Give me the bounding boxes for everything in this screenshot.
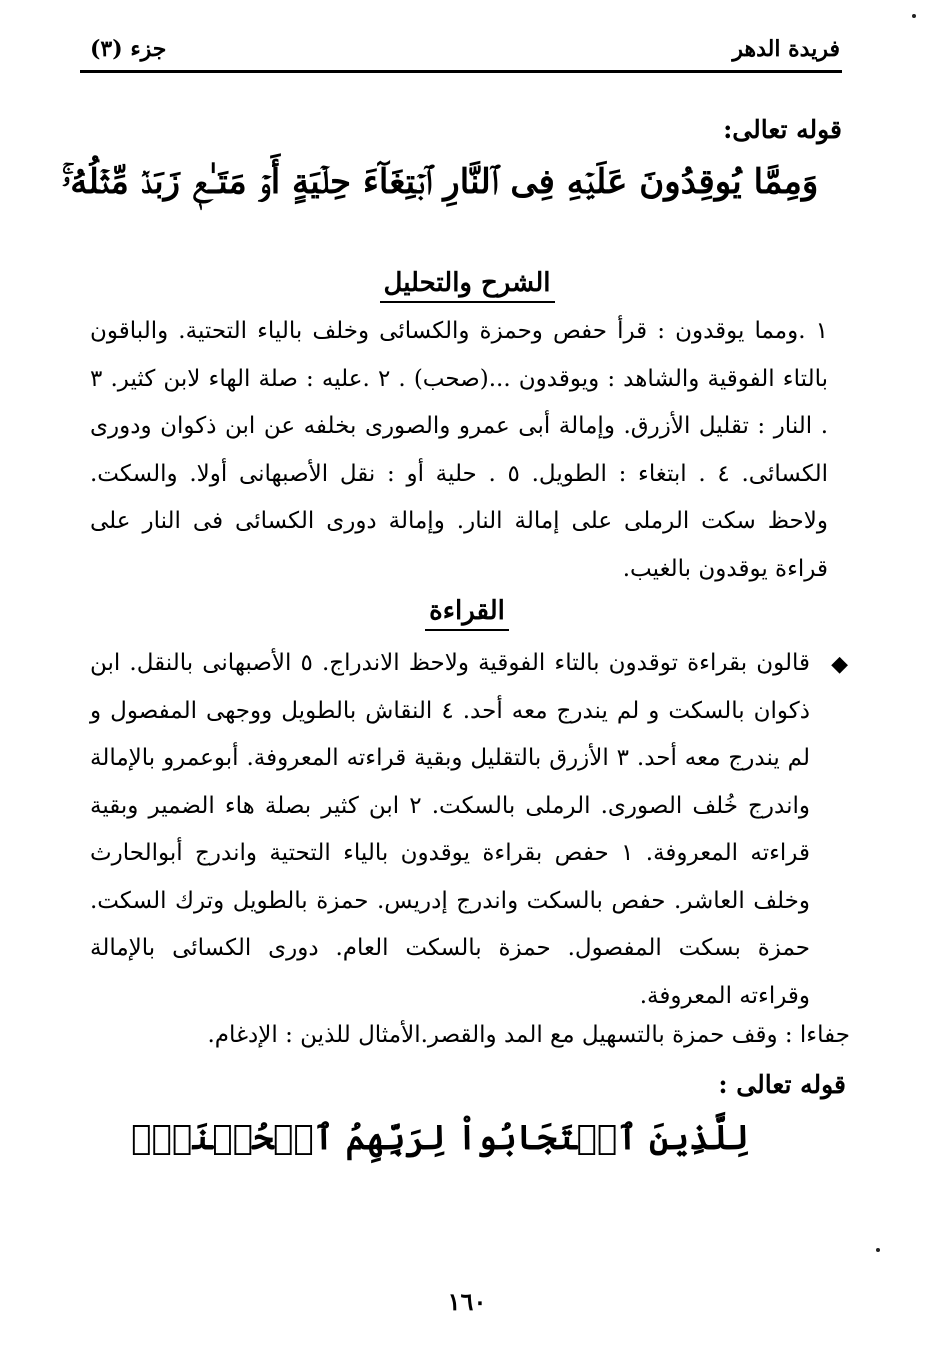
diamond-bullet-icon: ◆ bbox=[831, 652, 848, 677]
volume-label: جزء (٣) bbox=[90, 36, 167, 62]
reading-title bbox=[0, 596, 934, 626]
verse-intro-2: قوله تعالى : bbox=[718, 1070, 846, 1099]
reading-title-text: القراءة bbox=[425, 596, 509, 631]
explanation-title-text: الشرح والتحليل bbox=[380, 268, 555, 303]
scan-speck bbox=[912, 14, 916, 18]
quran-verse-2: لِلَّذِينَ ٱسۡتَجَابُواْ لِرَبِّهِمُ ٱلۡحُسۡنَىٰۚ bbox=[131, 1118, 749, 1158]
verse-intro-1: قوله تعالى: bbox=[723, 115, 842, 144]
running-header bbox=[80, 30, 842, 73]
book-title: فريدة الدهر bbox=[732, 36, 840, 62]
waqf-note: جفاءا : وقف حمزة بالتسهيل مع المد والقصر.الأمثال للذين : الإدغام. bbox=[207, 1022, 850, 1048]
scan-speck bbox=[876, 1248, 880, 1252]
explanation-title bbox=[0, 268, 934, 298]
reading-text: قالون بقراءة توقدون بالتاء الفوقية ولاحظ الاندراج. ٥ الأصبهانى بالنقل. ابن ذكوان بالسكت و لم يندرج معه أحد. ٤ النقاش بالطويل ووجهى المفصول و لم يندرج معه أحد. ٣ الأزرق بالتقليل وبقية قراءته المعروفة. أبوعمرو بالإمالة واندرج خُلف الصورى. الرملى بالسكت. ٢ ابن كثير بصلة هاء الضمير وبقية قراءته المعروفة. ١ حفص بقراءة يوقدون بالياء التحتية واندرج أبوالحارث وخلف العاشر. حفص بالسكت واندرج إدريس. حمزة بالطويل وترك السكت. حمزة بسكت المفصول. حمزة بالسكت العام. دورى الكسائى بالإمالة وقراءته المعروفة. bbox=[90, 650, 811, 1009]
quran-verse-1: وَمِمَّا يُوقِدُونَ عَلَيۡهِ فِى ٱلنَّارِ ٱبۡتِغَآءَ حِلۡيَةٍ أَوۡ مَتَـٰعٖ زَبَدٞ مِّثۡلُهُۥۚ bbox=[61, 162, 819, 202]
explanation-text: ١ .ومما يوقدون : قرأ حفص وحمزة والكسائى وخلف بالياء التحتية. والباقون بالتاء الفوقية والشاهد : ويوقدون ...(صحب) . ٢ .عليه : صلة الهاء لابن كثير. ٣ . النار : تقليل الأزرق. وإمالة أبى عمرو والصورى بخلفه عن ابن ذكوان ودورى الكسائى. ٤ . ابتغاء : الطويل. ٥ . حلية أو : نقل الأصبهانى أولا. والسكت. ولاحظ سكت الرملى على إمالة النار. وإمالة دورى الكسائى فى النار على قراءة يوقدون بالغيب. bbox=[90, 318, 829, 582]
page-number: ١٦٠ bbox=[447, 1287, 487, 1316]
